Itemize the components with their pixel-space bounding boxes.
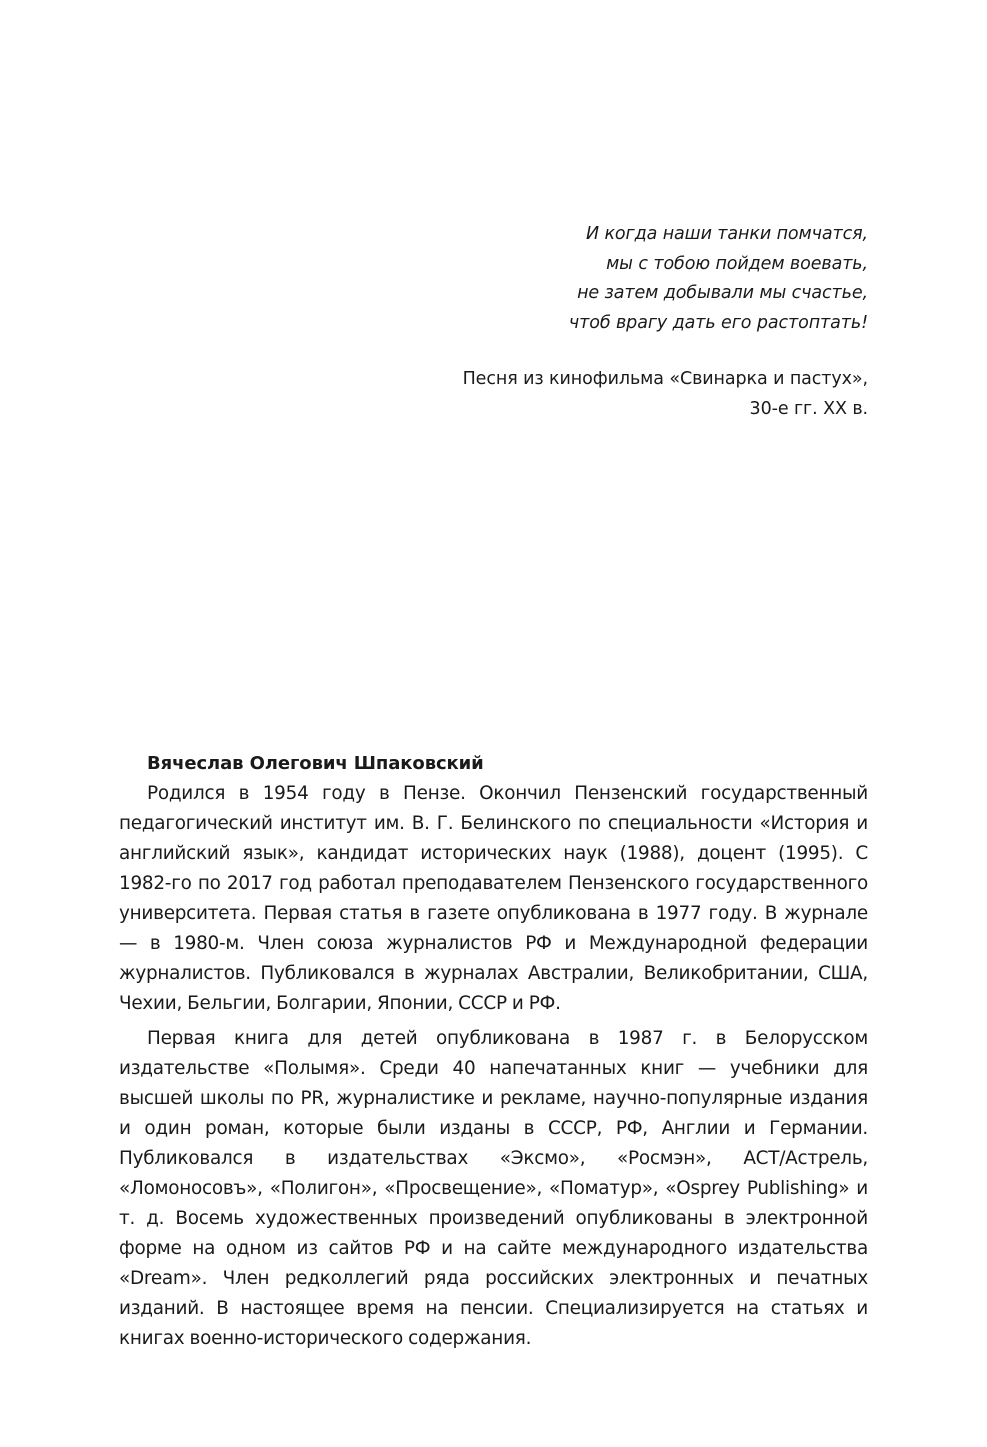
epigraph-source-line: 30-е гг. XX в. — [749, 398, 868, 419]
author-name: Вячеслав Олегович Шпаковский — [147, 753, 484, 774]
epigraph — [348, 220, 868, 424]
author-bio — [119, 749, 868, 1354]
verse-line: мы с тобою пойдем воевать, — [606, 253, 868, 274]
bio-paragraph: Родился в 1954 году в Пензе. Окончил Пензенский государственный педагогический институт им. В. Г. Белинского по специальности «История и английский язык», кандидат исторических наук (1988), доцент (1995). С 1982-го по 2017 год работал преподавателем Пензенского государственного университета. Первая статья в газете опубликована в 1977 году. В журнале — в 1980-м. Член союза журналистов РФ и Международной федерации журналистов. Публиковался в журналах Австралии, Великобритании, США, Чехии, Бельгии, Болгарии, Японии, СССР и РФ. — [119, 783, 868, 1014]
verse-line: И когда наши танки помчатся, — [585, 224, 868, 244]
epigraph-verse — [348, 220, 868, 338]
epigraph-source-line: Песня из кинофильма «Свинарка и пастух», — [462, 369, 868, 389]
bio-paragraph: Первая книга для детей опубликована в 1987 г. в Белорусском издательстве «Полымя». Среди 40 напечатанных книг — учебники для высшей школы по PR, журналистике и рекламе, научно-популярные издания и один роман, которые были изданы в СССР, РФ, Англии и Германии. Публиковался в издательствах «Эксмо», «Росмэн», АСТ/Астрель, «Ломоносовъ», «Полигон», «Просвещение», «Поматур», «Osprey Publishing» и т. д. Восемь художественных произведений опубликованы в электронной форме на одном из сайтов РФ и на сайте международного издательства «Dream». Член редколлегий ряда российских электронных и печатных изданий. В настоящее время на пенсии. Специализируется на статьях и книгах военно-исторического содержания. — [119, 1028, 868, 1349]
verse-line: не затем добывали мы счастье, — [577, 283, 868, 303]
epigraph-source — [348, 365, 868, 424]
verse-line: чтоб врагу дать его растоптать! — [568, 312, 868, 333]
